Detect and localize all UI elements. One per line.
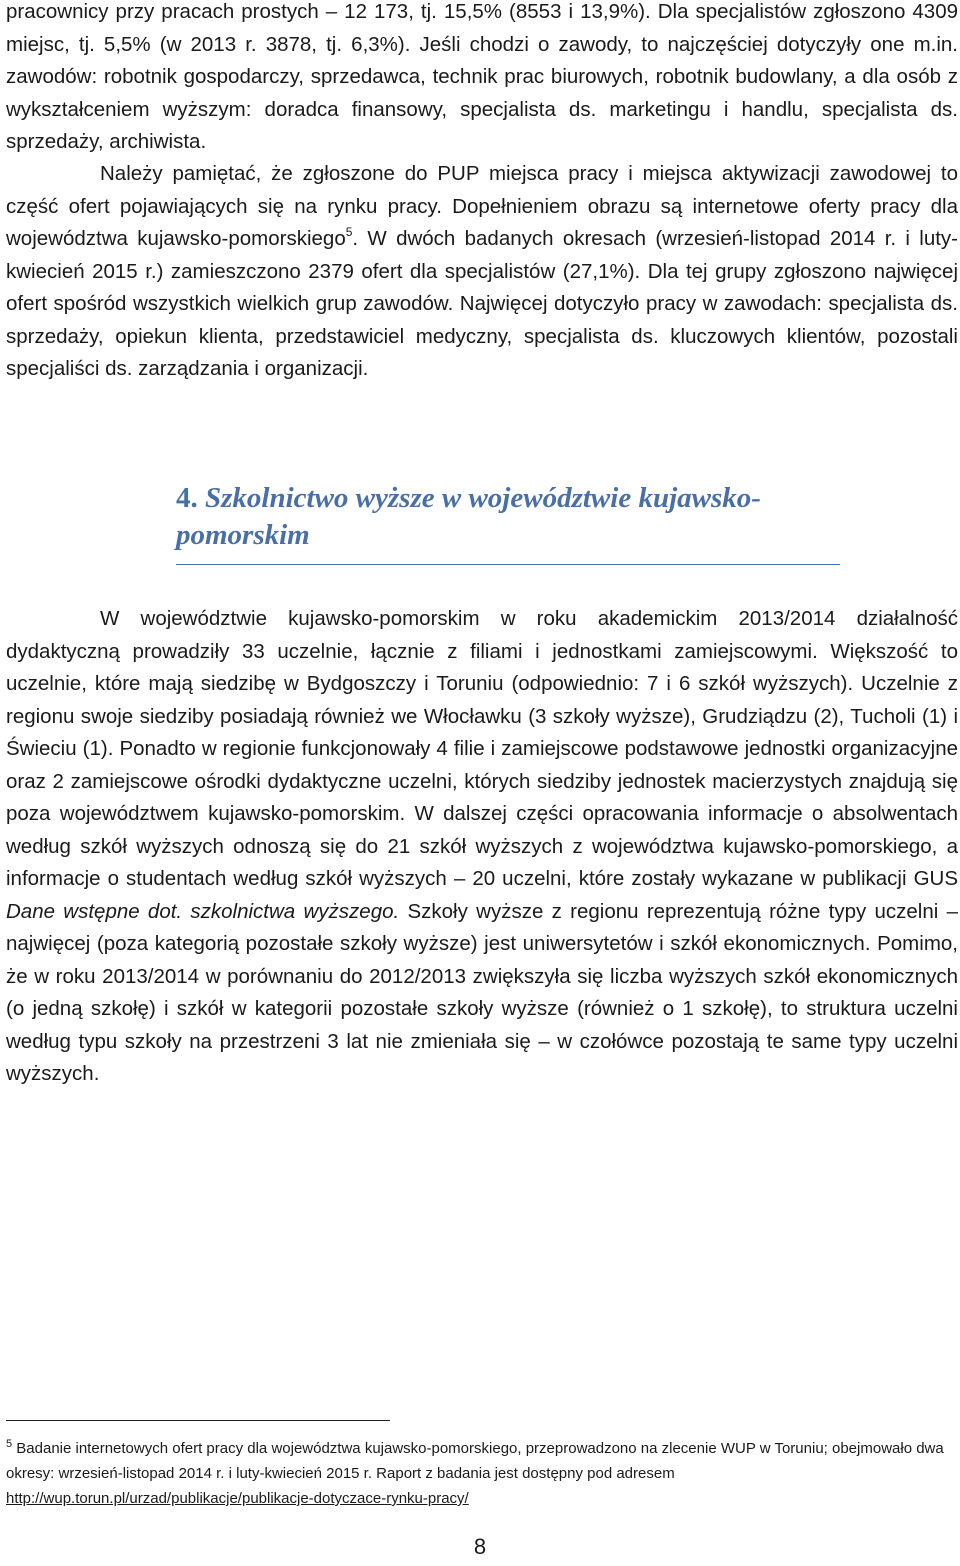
section-heading bbox=[176, 480, 856, 554]
footnote-link[interactable]: http://wup.torun.pl/urzad/publikacje/publikacje-dotyczace-rynku-pracy/ bbox=[6, 1490, 469, 1507]
paragraph-internet-offers: Należy pamiętać, że zgłoszone do PUP miejsca pracy i miejsca aktywizacji zawodowej to część ofert pojawiających się na rynku pracy. Dopełnieniem obrazu są internetowe oferty pracy dla województwa kujawsko-pomorskiego$^5$. W dwóch badanych okresach (wrzesień-listopad 2014 r. i luty-kwiecień 2015 r.) zamieszczono 2379 ofert dla specjalistów (27,1%). Dla tej grupy zgłoszono najwięcej ofert spośród wszystkich wielkich grup zawodów. Najwięcej dotyczyło pracy w zawodach: specjalista ds. sprzedaży, opiekun klienta, przedstawiciel medyczny, specjalista ds. kluczowych klientów, pozostali specjaliści ds. zarządzania i organizacji. bbox=[6, 162, 958, 380]
paragraph-higher-education: W województwie kujawsko-pomorskim w roku akademickim 2013/2014 działalność dydaktyczną prowadziły 33 uczelnie, łącznie z filiami i jednostkami zamiejscowymi. Większość to uczelnie, które mają siedzibę w Bydgoszczy i Toruniu (odpowiednio: 7 i 6 szkół wyższych). Uczelnie z regionu swoje siedziby posiadają również we Włocławku (3 szkoły wyższe), Grudziądzu (2), Tucholi (1) i Świeciu (1). Ponadto w regionie funkcjonowały 4 filie i zamiejscowe podstawowe jednostki organizacyjne oraz 2 zamiejscowe ośrodki dydaktyczne uczelni, których siedziby jednostek macierzystych znajdują się poza województwem kujawsko-pomorskim. W dalszej części opracowania informacje o absolwentach według szkół wyższych odnoszą się do 21 szkół wyższych z województwa kujawsko-pomorskiego, a informacje o studentach według szkół wyższych – 20 uczelni, które zostały wykazane w publikacji GUS Dane wstępne dot. szkolnictwa wyższego. Szkoły wyższe z regionu reprezentują różne typy uczelni – najwięcej (poza kategorią pozostałe szkoły wyższe) jest uniwersytetów i szkół ekonomicznych. Pomimo, że w roku 2013/2014 w porównaniu do 2012/2013 zwiększyła się liczba wyższych szkół ekonomicznych (o jedną szkołę) i szkół w kategorii pozostałe szkoły wyższe (również o 1 szkołę), to struktura uczelni według typu szkoły na przestrzeni 3 lat nie zmieniała się – w czołówce pozostają te same typy uczelni wyższych. bbox=[6, 607, 958, 1085]
section-number: 4. bbox=[176, 482, 198, 514]
footnote-separator bbox=[6, 1420, 390, 1421]
footnote: $^5$ Badanie internetowych ofert pracy dla województwa kujawsko-pomorskiego, przeprowadzono na zlecenie WUP w Toruniu; obejmowało dwa okresy: wrzesień-listopad 2014 r. i luty-kwiecień 2015 r. Raport z badania jest dostępny pod adresem http://wup.torun.pl/urzad/publikacje/publikacje-dotyczace-rynku-pracy/ bbox=[6, 1438, 944, 1507]
publication-title: Dane wstępne dot. szkolnictwa wyższego. bbox=[6, 899, 400, 923]
footnote-marker: 5 bbox=[6, 1438, 13, 1450]
footnote-reference[interactable]: 5 bbox=[345, 225, 353, 239]
heading-underline bbox=[176, 564, 840, 565]
section-title: Szkolnictwo wyższe w województwie kujawsko-pomorskim bbox=[176, 482, 761, 551]
paragraph-labor-offers: pracownicy przy pracach prostych – 12 173, tj. 15,5% (8553 i 13,9%). Dla specjalistów zgłoszono 4309 miejsc, tj. 5,5% (w 2013 r. 3878, tj. 6,3%). Jeśli chodzi o zawody, to najczęściej dotyczyły one m.in. zawodów: robotnik gospodarczy, sprzedawca, technik prac biurowych, robotnik budowlany, a dla osób z wykształceniem wyższym: doradca finansowy, specjalista ds. marketingu i handlu, specjalista ds. sprzedaży, archiwista. bbox=[6, 0, 958, 153]
page-number: 8 bbox=[473, 1534, 487, 1559]
